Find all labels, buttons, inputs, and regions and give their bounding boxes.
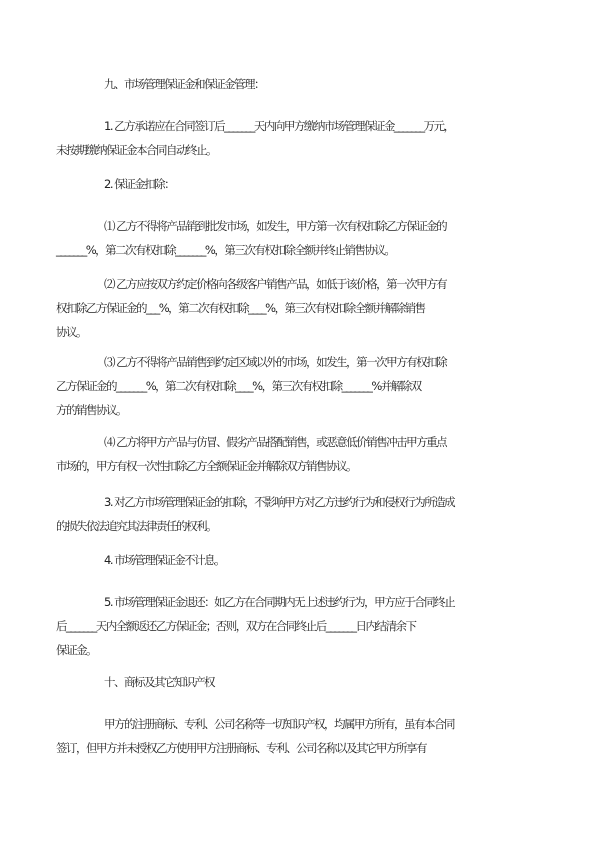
clause-9-1 bbox=[56, 114, 520, 162]
clause-9-5 bbox=[56, 590, 520, 662]
text-line: 保证金。 bbox=[56, 643, 96, 657]
clause-10-1 bbox=[56, 712, 520, 760]
clause-9-2 bbox=[80, 172, 520, 196]
clause-9-2-1 bbox=[56, 214, 520, 262]
text-line: 未按期缴纳保证金本合同自动终止。 bbox=[56, 143, 216, 157]
text-line: 4. 市场管理保证金不计息。 bbox=[104, 553, 225, 567]
text-line: 的损失依法追究其法律责任的权利。 bbox=[56, 519, 216, 533]
text-line: 甲方的注册商标、专利、公司名称等一切知识产权，均属甲方所有，虽有本合同 bbox=[104, 717, 454, 731]
clause-9-2-2 bbox=[56, 272, 520, 344]
text-line: 3. 对乙方市场管理保证金的扣除，不影响甲方对乙方违约行为和侵权行为所造成 bbox=[104, 495, 455, 509]
text-line: ⑵ 乙方应按双方约定价格向各级客户销售产品，如低于该价格，第一次甲方有 bbox=[104, 277, 447, 291]
text-line: 1. 乙方承诺应在合同签订后_______天内向甲方缴纳市场管理保证金_______万元， bbox=[104, 119, 454, 133]
text-line: 签订，但甲方并未授权乙方使用甲方注册商标、专利、公司名称以及其它甲方所享有 bbox=[56, 741, 426, 755]
text-line: ⑷ 乙方将甲方产品与仿冒、假劣产品搭配销售，或恶意低价销售冲击甲方重点 bbox=[104, 435, 447, 449]
text-line: 2. 保证金扣除： bbox=[104, 177, 175, 191]
clause-9-4 bbox=[80, 548, 520, 572]
text-line: 十、商标及其它知识产权 bbox=[104, 675, 214, 689]
clause-9-2-3 bbox=[56, 350, 520, 422]
text-line: _______%，第二次有权扣除_______%，第三次有权扣除全额并终止销售协议。 bbox=[56, 243, 395, 257]
text-line: 市场的，甲方有权一次性扣除乙方全额保证金并解除双方销售协议。 bbox=[56, 459, 356, 473]
text-line: ⑶ 乙方不得将产品销售到约定区域以外的市场，如发生，第一次甲方有权扣除 bbox=[104, 355, 447, 369]
text-line: 权扣除乙方保证金的___%，第二次有权扣除____%，第三次有权扣除全额并解除销售 bbox=[56, 301, 425, 315]
clause-9-2-4 bbox=[56, 430, 520, 478]
clause-9-3 bbox=[56, 490, 520, 538]
text-line: 九、市场管理保证金和保证金管理： bbox=[104, 77, 264, 91]
text-line: 后_______天内全额返还乙方保证金；否则，双方在合同终止后_______日内结清余下 bbox=[56, 619, 416, 633]
text-line: 协议。 bbox=[56, 325, 86, 339]
section-10-heading bbox=[80, 670, 520, 694]
text-line: 乙方保证金的_______%，第二次有权扣除____%，第三次有权扣除_______%并解除双 bbox=[56, 379, 421, 393]
text-line: 方的销售协议。 bbox=[56, 403, 126, 417]
text-line: 5. 市场管理保证金退还：如乙方在合同期内无上述违约行为，甲方应于合同终止 bbox=[104, 595, 455, 609]
section-9-heading bbox=[80, 72, 520, 96]
text-line: ⑴ 乙方不得将产品销到批发市场，如发生，甲方第一次有权扣除乙方保证金的 bbox=[104, 219, 447, 233]
